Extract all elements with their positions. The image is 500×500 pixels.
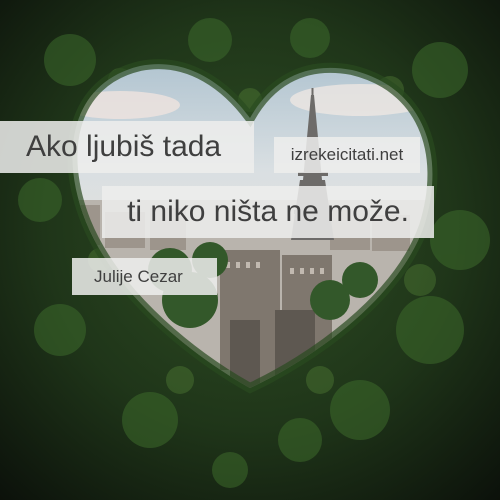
quote-line-2: ti niko ništa ne može. [102, 186, 434, 238]
quote-author: Julije Cezar [72, 258, 217, 295]
quote-line-1: Ako ljubiš tada [0, 121, 254, 173]
site-watermark: izrekeicitati.net [274, 137, 420, 173]
